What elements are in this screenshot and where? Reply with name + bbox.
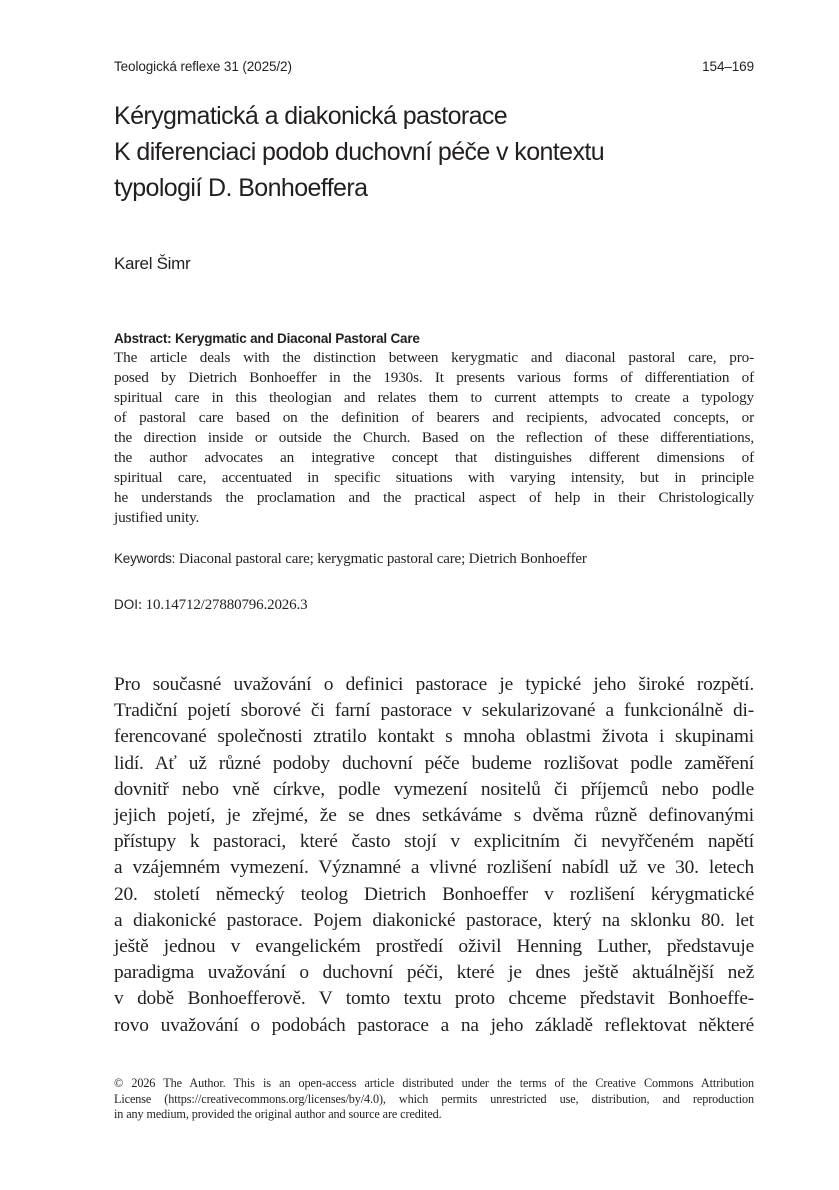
body-line: ještě jednou v evangelickém prostředí oživil Henning Luther, představuje xyxy=(114,936,754,958)
keywords xyxy=(114,551,587,568)
license-line: License (https://creativecommons.org/licenses/by/4.0), which permits unrestricted use, distribution, and reproduction xyxy=(114,1091,754,1106)
doi-value[interactable]: : 10.14712/27880796.2026.3 xyxy=(138,597,308,613)
page-range: 154–169 xyxy=(702,59,754,74)
running-head xyxy=(114,59,754,74)
keywords-label: Keywords: xyxy=(114,551,176,566)
title-line-2: K diferenciaci podob duchovní péče v kontextu xyxy=(114,138,605,166)
abstract-heading: Abstract: Kerygmatic and Diaconal Pastoral Care xyxy=(114,331,420,346)
title-line-1: Kérygmatická a diakonická pastorace xyxy=(114,102,508,130)
journal-citation: Teologická reflexe 31 (2025/2) xyxy=(114,59,292,74)
license-line: © 2026 The Author. This is an open-access article distributed under the terms of the Creative Commons Attribution xyxy=(114,1076,754,1090)
body-line: Pro současné uvažování o definici pastorace je typické jeho široké rozpětí. xyxy=(114,674,754,695)
body-line: rovo uvažování o podobách pastorace a na jeho základě reflektovat některé xyxy=(114,1014,754,1036)
body-line: 20. století německý teolog Dietrich Bonhoeffer v rozlišení kérygmatické xyxy=(114,883,754,905)
doi xyxy=(114,597,307,614)
abstract-body xyxy=(114,348,754,528)
body-line: paradigma uvažování o duchovní péči, které je dnes ještě aktuálnější než xyxy=(114,962,754,984)
body-line: a diakonické pastorace. Pojem diakonické pastorace, který na sklonku 80. let xyxy=(114,909,754,931)
body-line: ferencované společnosti ztratilo kontakt s mnoha oblastmi života i skupinami xyxy=(114,726,754,748)
abstract-line: The article deals with the distinction between kerygmatic and diaconal pastoral care, pro- xyxy=(114,349,754,366)
abstract-line: of pastoral care based on the definition of bearers and recipients, advocated concepts, or xyxy=(114,409,754,426)
license-footnote xyxy=(114,1076,754,1123)
abstract-line: posed by Dietrich Bonhoeffer in the 1930s. It presents various forms of differentiation of xyxy=(114,369,754,386)
license-line: in any medium, provided the original author and source are credited. xyxy=(114,1107,442,1122)
abstract-line: spiritual care in this theologian and relates them to current attempts to create a typology xyxy=(114,389,754,406)
body-line: jejich pojetí, je zřejmé, že se dnes setkáváme s dvěma různě definovanými xyxy=(114,805,754,827)
doi-label: DOI xyxy=(114,597,139,612)
keywords-value: Diaconal pastoral care; kerygmatic pastoral care; Dietrich Bonhoeffer xyxy=(175,551,587,567)
abstract-line: justified unity. xyxy=(114,509,200,526)
body-paragraph xyxy=(114,672,754,1039)
article-title xyxy=(114,98,754,206)
body-line: a vzájemném vymezení. Významné a vlivné rozlišení nabídl už ve 30. letech xyxy=(114,857,754,879)
abstract-line: the direction inside or outside the Church. Based on the reflection of these differentiations, xyxy=(114,429,754,446)
body-line: dovnitř nebo vně církve, podle vymezení nositelů či příjemců nebo podle xyxy=(114,778,754,800)
author-name: Karel Šimr xyxy=(114,254,191,273)
body-line: v době Bonhoefferově. V tomto textu proto chceme představit Bonhoeffe- xyxy=(114,988,754,1010)
abstract-line: the author advocates an integrative concept that distinguishes different dimensions of xyxy=(114,449,754,466)
body-line: Tradiční pojetí sborové či farní pastorace v sekularizované a funkcionálně di- xyxy=(114,700,754,722)
abstract-section xyxy=(114,329,754,528)
body-line: přístupy k pastoraci, které často stojí v explicitním či nevyřčeném napětí xyxy=(114,831,754,853)
body-line: lidí. Ať už různé podoby duchovní péče budeme rozlišovat podle zaměření xyxy=(114,752,754,774)
abstract-line: he understands the proclamation and the practical aspect of help in their Christologically xyxy=(114,489,754,506)
title-line-3: typologií D. Bonhoeffera xyxy=(114,174,368,202)
abstract-line: spiritual care, accentuated in specific situations with varying intensity, but in principle xyxy=(114,469,754,486)
